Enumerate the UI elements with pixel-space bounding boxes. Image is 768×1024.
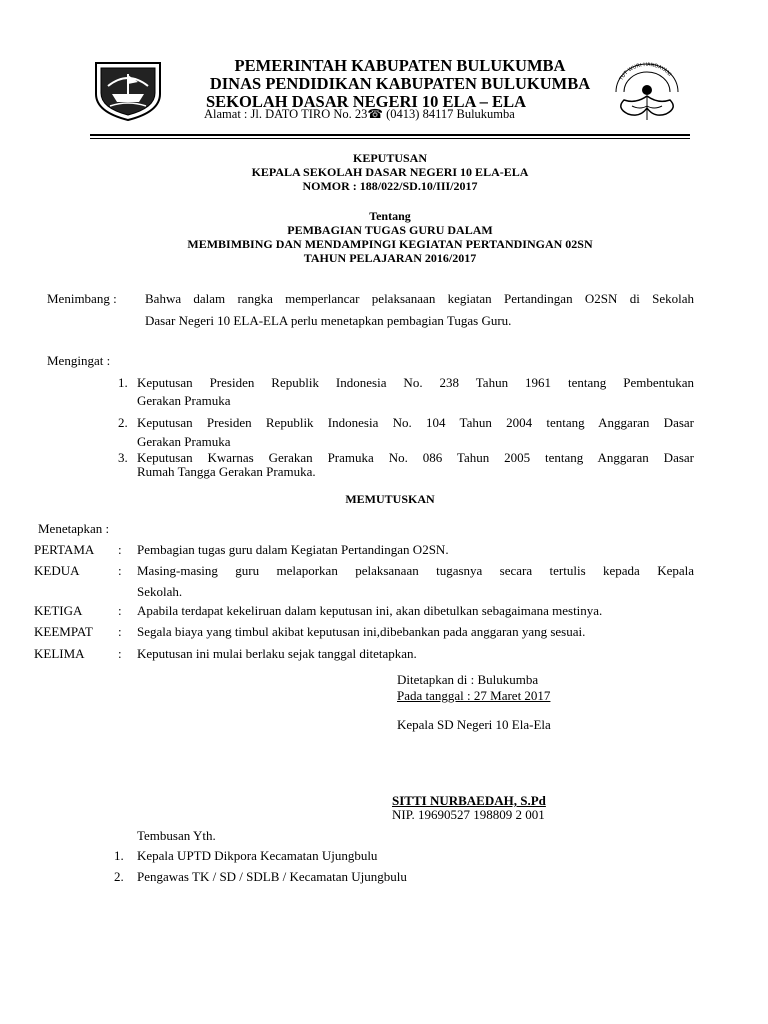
address-phone: (0413) 84117 Bulukumba (383, 107, 515, 121)
letterhead-rule-thick (90, 134, 690, 136)
decree-subject-3: TAHUN PELAJARAN 2016/2017 (303, 251, 477, 265)
tembusan-item-1-text: Kepala UPTD Dikpora Kecamatan Ujungbulu (137, 848, 378, 863)
decision-4-text: Segala biaya yang timbul akibat keputusan ini,dibebankan pada anggaran yang sesuai. (137, 624, 586, 639)
mengingat-item-2-number: 2. (118, 415, 128, 430)
decision-3-label: KETIGA (34, 603, 83, 618)
decision-4-label: KEEMPAT (34, 624, 93, 639)
letterhead-school: SEKOLAH DASAR NEGERI 10 ELA – ELA (206, 92, 526, 111)
letterhead-agency: DINAS PENDIDIKAN KABUPATEN BULUKUMBA (209, 74, 591, 93)
mengingat-item-3-line-1: Keputusan Kwarnas Gerakan Pramuka No. 086 Tahun 2005 tentang Anggaran Dasar (137, 450, 694, 465)
decree-subject-1: PEMBAGIAN TUGAS GURU DALAM (287, 223, 493, 237)
letterhead-rule-thin (90, 138, 690, 139)
letterhead-address (204, 106, 624, 122)
decision-5-label: KELIMA (34, 646, 85, 661)
mengingat-item-2-line-2: Gerakan Pramuka (137, 434, 231, 449)
decree-number: NOMOR : 188/022/SD.10/III/2017 (302, 179, 478, 193)
mengingat-item-2-line-1: Keputusan Presiden Republik Indonesia No. 104 Tahun 2004 tentang Anggaran Dasar (137, 415, 694, 430)
decision-2-colon: : (118, 563, 122, 578)
decision-3-colon: : (118, 603, 122, 618)
mengingat-item-1-number: 1. (118, 375, 128, 390)
mengingat-item-1-line-1: Keputusan Presiden Republik Indonesia No. 238 Tahun 1961 tentang Pembentukan (137, 375, 694, 390)
menimbang-label: Menimbang : (47, 291, 117, 306)
memutuskan-heading: MEMUTUSKAN (345, 492, 435, 506)
decree-subject-2: MEMBIMBING DAN MENDAMPINGI KEGIATAN PERTANDINGAN 02SN (187, 237, 593, 251)
tembusan-item-2-number: 2. (114, 869, 124, 884)
phone-icon: ☎ (367, 107, 383, 121)
tembusan-label: Tembusan Yth. (137, 828, 216, 843)
signature-place: Ditetapkan di : Bulukumba (397, 672, 539, 687)
address-street: Alamat : Jl. DATO TIRO No. 23 (204, 107, 368, 121)
decision-2-text-line-1: Masing-masing guru melaporkan pelaksanaan tugasnya secara tertulis kepada Kepala (137, 563, 694, 578)
mengingat-item-1-line-2: Gerakan Pramuka (137, 393, 231, 408)
decree-title: KEPUTUSAN (352, 151, 427, 165)
mengingat-label: Mengingat : (47, 353, 111, 368)
signatory-nip: NIP. 19690527 198809 2 001 (392, 807, 545, 822)
decision-2-label: KEDUA (34, 563, 80, 578)
decision-5-colon: : (118, 646, 122, 661)
tembusan-item-1-number: 1. (114, 848, 124, 863)
decision-4-colon: : (118, 624, 122, 639)
letterhead-government: PEMERINTAH KABUPATEN BULUKUMBA (234, 56, 566, 75)
tembusan-item-2-text: Pengawas TK / SD / SDLB / Kecamatan Ujungbulu (137, 869, 407, 884)
decision-3-text: Apabila terdapat kekeliruan dalam keputusan ini, akan dibetulkan sebagaimana mestinya. (137, 603, 603, 618)
decision-2-text-line-2: Sekolah. (137, 584, 183, 599)
tut-wuri-handayani-logo (606, 60, 688, 126)
decision-1-label: PERTAMA (34, 542, 95, 557)
mengingat-item-3-line-2: Rumah Tangga Gerakan Pramuka. (137, 464, 316, 479)
signatory-name: SITTI NURBAEDAH, S.Pd (392, 793, 546, 808)
logo-motto-text: TUT WURI HANDAYANI (618, 61, 673, 82)
decree-about: Tentang (369, 209, 411, 223)
menimbang-line-2: Dasar Negeri 10 ELA-ELA perlu menetapkan pembagian Tugas Guru. (145, 313, 512, 328)
decision-1-colon: : (118, 542, 122, 557)
menetapkan-label: Menetapkan : (38, 521, 110, 536)
menimbang-line-1: Bahwa dalam rangka memperlancar pelaksanaan kegiatan Pertandingan O2SN di Sekolah (145, 291, 694, 306)
regency-logo (92, 60, 164, 122)
decree-issuer: KEPALA SEKOLAH DASAR NEGERI 10 ELA-ELA (251, 165, 529, 179)
signature-position: Kepala SD Negeri 10 Ela-Ela (397, 717, 551, 732)
signature-date: Pada tanggal : 27 Maret 2017 (397, 688, 551, 703)
decision-1-text: Pembagian tugas guru dalam Kegiatan Pertandingan O2SN. (137, 542, 449, 557)
mengingat-item-3-number: 3. (118, 450, 128, 465)
decision-5-text: Keputusan ini mulai berlaku sejak tanggal ditetapkan. (137, 646, 417, 661)
